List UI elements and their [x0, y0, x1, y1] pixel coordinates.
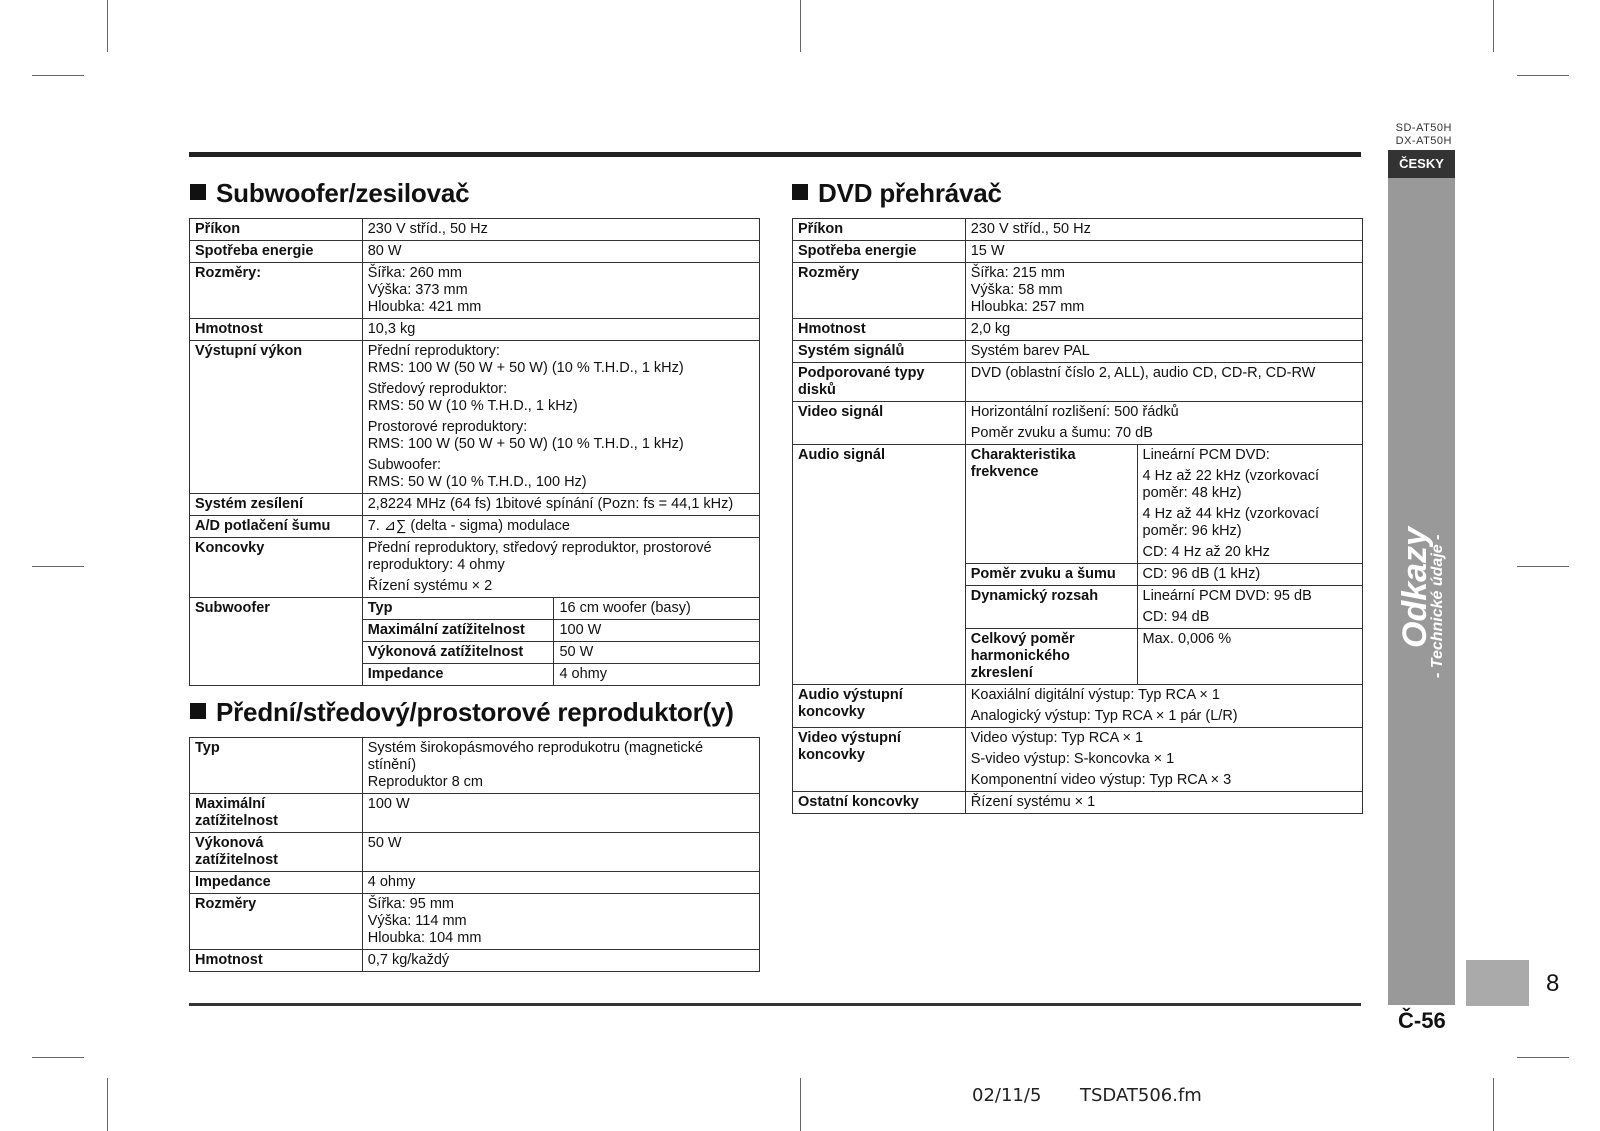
cell-text-line: Maximální zatížitelnost — [367, 622, 525, 638]
cell-text-line: Systém zesílení — [195, 496, 303, 512]
spec-value — [965, 402, 1362, 445]
crop-mark — [32, 1057, 84, 1058]
cell-text-line: Koaxiální digitální výstup: Typ RCA × 1 — [970, 687, 1220, 703]
cell-text-line: Řízení systému × 1 — [970, 794, 1096, 810]
spec-value — [1137, 564, 1362, 586]
spec-sublabel — [362, 620, 554, 642]
speakers-spec-table — [189, 737, 760, 972]
cell-text-line: 2,0 kg — [970, 321, 1011, 337]
spec-sublabel — [362, 642, 554, 664]
cell-text-line: Video signál — [798, 404, 884, 420]
cell-text-line: Přední reproduktory: — [367, 343, 500, 359]
spec-value — [965, 241, 1362, 263]
cell-text-line: 0,7 kg/každý — [367, 952, 450, 968]
spec-sublabel — [965, 445, 1137, 564]
spec-label — [793, 241, 966, 263]
sidebar-title: Odkazy — [1396, 527, 1434, 648]
cell-text-line: CD: 4 Hz až 20 kHz — [1142, 544, 1270, 560]
cell-text-line: Řízení systému × 2 — [367, 578, 493, 594]
table-row — [793, 728, 1363, 792]
table-row — [190, 516, 760, 538]
cell-text-line: reproduktory: 4 ohmy — [367, 557, 505, 573]
model-number: SD-AT50H — [1395, 122, 1452, 134]
cell-text-line: frekvence — [970, 464, 1039, 480]
cell-text-line: S-video výstup: S-koncovka × 1 — [970, 751, 1175, 767]
spec-label — [190, 833, 363, 872]
spec-value — [362, 894, 759, 950]
spec-value — [965, 219, 1362, 241]
cell-text-line: Analogický výstup: Typ RCA × 1 pár (L/R) — [970, 708, 1238, 724]
table-row — [190, 833, 760, 872]
cell-text-line: Rozměry: — [195, 265, 262, 281]
cell-text-line: Reproduktor 8 cm — [367, 774, 484, 790]
crop-mark — [800, 1078, 801, 1131]
spec-label — [793, 445, 966, 685]
cell-text-line: 80 W — [367, 243, 402, 259]
heading-text: Přední/středový/prostorové reproduktor(y) — [216, 697, 734, 727]
table-row — [793, 341, 1363, 363]
table-row — [793, 445, 1363, 564]
table-row — [793, 319, 1363, 341]
spec-value — [1137, 445, 1362, 564]
crop-mark — [1517, 566, 1569, 567]
spec-value — [362, 872, 759, 894]
cell-text-line: Max. 0,006 % — [1142, 631, 1232, 647]
spec-value — [965, 319, 1362, 341]
spec-label — [793, 728, 966, 792]
subwoofer-spec-table — [189, 218, 760, 686]
table-row — [793, 792, 1363, 814]
spec-value — [362, 341, 759, 494]
footer-date: 02/11/5 — [972, 1085, 1042, 1106]
spec-value — [965, 341, 1362, 363]
spec-value — [965, 792, 1362, 814]
crop-mark — [107, 0, 108, 52]
cell-text-line: Systém barev PAL — [970, 343, 1090, 359]
cell-text-line: 50 W — [559, 644, 594, 660]
cell-text-line: 4 Hz až 44 kHz (vzorkovací — [1142, 506, 1319, 522]
cell-text-line: Dynamický rozsah — [970, 588, 1099, 604]
cell-text-line: Subwoofer — [195, 600, 270, 616]
cell-text-line: RMS: 100 W (50 W + 50 W) (10 % T.H.D., 1 kHz) — [367, 360, 684, 376]
table-row — [793, 685, 1363, 728]
crop-mark — [32, 566, 84, 567]
cell-text-line: Rozměry — [195, 896, 257, 912]
bullet-square-icon — [792, 184, 808, 200]
spec-label — [793, 341, 966, 363]
cell-text-line: Výška: 58 mm — [970, 282, 1063, 298]
cell-text-line: 4 Hz až 22 kHz (vzorkovací — [1142, 468, 1319, 484]
cell-text-line: Koncovky — [195, 540, 265, 556]
spec-value — [362, 950, 759, 972]
cell-text-line: Podporované typy — [798, 365, 925, 381]
cell-text-line: koncovky — [798, 704, 865, 720]
cell-text-line: Šířka: 260 mm — [367, 265, 463, 281]
cell-text-line: RMS: 50 W (10 % T.H.D., 1 kHz) — [367, 398, 578, 414]
cell-text-line: 230 V stříd., 50 Hz — [367, 221, 488, 237]
spec-sublabel — [362, 598, 554, 620]
heading-text: DVD přehrávač — [818, 178, 1002, 208]
cell-text-line: Přední reproduktory, středový reproduktor, prostorové — [367, 540, 712, 556]
table-row — [190, 241, 760, 263]
cell-text-line: Středový reproduktor: — [367, 381, 508, 397]
cell-text-line: stínění) — [367, 757, 417, 773]
chapter-number: 8 — [1546, 970, 1560, 997]
table-row — [793, 219, 1363, 241]
top-rule — [189, 152, 1361, 157]
sidebar-subtitle: - Technické údaje - — [1429, 534, 1446, 678]
spec-label — [190, 319, 363, 341]
cell-text-line: Maximální — [195, 796, 266, 812]
cell-text-line: DVD (oblastní číslo 2, ALL), audio CD, CD-R, CD-RW — [970, 365, 1316, 381]
cell-text-line: Ostatní koncovky — [798, 794, 919, 810]
cell-text-line: Šířka: 95 mm — [367, 896, 454, 912]
table-row — [793, 263, 1363, 319]
spec-label — [793, 363, 966, 402]
spec-sublabel — [965, 586, 1137, 629]
cell-text-line: Příkon — [195, 221, 241, 237]
cell-text-line: Hmotnost — [195, 952, 263, 968]
language-label: ČESKY — [1388, 150, 1455, 178]
spec-label — [793, 685, 966, 728]
cell-text-line: Komponentní video výstup: Typ RCA × 3 — [970, 772, 1232, 788]
spec-value — [1137, 586, 1362, 629]
spec-value — [362, 538, 759, 598]
spec-label — [190, 872, 363, 894]
cell-text-line: 100 W — [559, 622, 602, 638]
cell-text-line: 50 W — [367, 835, 402, 851]
cell-text-line: A/D potlačení šumu — [195, 518, 331, 534]
crop-mark — [107, 1078, 108, 1131]
cell-text-line: Celkový poměr — [970, 631, 1075, 647]
cell-text-line: Šířka: 215 mm — [970, 265, 1066, 281]
cell-text-line: Lineární PCM DVD: — [1142, 447, 1270, 463]
cell-text-line: Video výstupní — [798, 730, 901, 746]
cell-text-line: zatížitelnost — [195, 852, 278, 868]
crop-mark — [1517, 75, 1569, 76]
spec-label — [793, 219, 966, 241]
table-row — [190, 538, 760, 598]
spec-value — [362, 738, 759, 794]
spec-label — [793, 402, 966, 445]
spec-value — [965, 728, 1362, 792]
cell-text-line: Poměr zvuku a šumu — [970, 566, 1116, 582]
cell-text-line: Horizontální rozlišení: 500 řádků — [970, 404, 1179, 420]
spec-label — [190, 598, 363, 686]
dvd-spec-table — [792, 218, 1363, 814]
spec-value — [362, 263, 759, 319]
spec-value — [362, 241, 759, 263]
cell-text-line: Typ — [195, 740, 220, 756]
table-row — [190, 319, 760, 341]
spec-value — [965, 363, 1362, 402]
crop-mark — [32, 75, 84, 76]
cell-text-line: Hloubka: 421 mm — [367, 299, 482, 315]
crop-mark — [1493, 0, 1494, 52]
cell-text-line: Rozměry — [798, 265, 860, 281]
spec-value — [965, 685, 1362, 728]
spec-value — [362, 494, 759, 516]
cell-text-line: 15 W — [970, 243, 1005, 259]
crop-mark — [1517, 1057, 1569, 1058]
cell-text-line: 16 cm woofer (basy) — [559, 600, 691, 616]
cell-text-line: Výstupní výkon — [195, 343, 303, 359]
heading-text: Subwoofer/zesilovač — [216, 178, 470, 208]
cell-text-line: disků — [798, 382, 836, 398]
cell-text-line: CD: 96 dB (1 kHz) — [1142, 566, 1261, 582]
table-row — [190, 263, 760, 319]
spec-value — [554, 620, 760, 642]
spec-label — [793, 792, 966, 814]
spec-value — [362, 833, 759, 872]
spec-sublabel — [965, 629, 1137, 685]
cell-text-line: Typ — [367, 600, 393, 616]
cell-text-line: 7. ⊿∑ (delta - sigma) modulace — [367, 518, 570, 534]
spec-label — [190, 219, 363, 241]
chapter-tab — [1466, 960, 1529, 1006]
cell-text-line: 2,8224 MHz (64 fs) 1bitové spínání (Pozn: fs = 44,1 kHz) — [367, 496, 734, 512]
cell-text-line: Výkonová — [195, 835, 264, 851]
spec-label — [190, 950, 363, 972]
cell-text-line: Systém širokopásmového reprodukotru (magnetické — [367, 740, 704, 756]
bullet-square-icon — [190, 703, 206, 719]
spec-value — [1137, 629, 1362, 685]
spec-value — [362, 319, 759, 341]
section-heading — [792, 178, 1002, 209]
spec-label — [190, 516, 363, 538]
cell-text-line: Hloubka: 257 mm — [970, 299, 1085, 315]
cell-text-line: Audio signál — [798, 447, 885, 463]
section-heading — [190, 178, 469, 209]
spec-label — [190, 894, 363, 950]
table-row — [793, 241, 1363, 263]
spec-value — [554, 598, 760, 620]
cell-text-line: Systém signálů — [798, 343, 905, 359]
cell-text-line: Charakteristika — [970, 447, 1076, 463]
cell-text-line: Spotřeba energie — [195, 243, 314, 259]
cell-text-line: Video výstup: Typ RCA × 1 — [970, 730, 1144, 746]
spec-label — [190, 538, 363, 598]
cell-text-line: 10,3 kg — [367, 321, 416, 337]
table-row — [190, 950, 760, 972]
spec-sublabel — [965, 564, 1137, 586]
cell-text-line: Poměr zvuku a šumu: 70 dB — [970, 425, 1153, 441]
cell-text-line: Lineární PCM DVD: 95 dB — [1142, 588, 1312, 604]
spec-value — [362, 794, 759, 833]
spec-value — [554, 642, 760, 664]
cell-text-line: Impedance — [195, 874, 271, 890]
cell-text-line: Hloubka: 104 mm — [367, 930, 482, 946]
cell-text-line: Výkonová zatížitelnost — [367, 644, 524, 660]
cell-text-line: Výška: 114 mm — [367, 913, 467, 929]
table-row — [190, 794, 760, 833]
cell-text-line: Hmotnost — [195, 321, 263, 337]
section-sidebar — [1388, 178, 1455, 1005]
table-row — [190, 219, 760, 241]
spec-value — [554, 664, 760, 686]
spec-label — [190, 263, 363, 319]
spec-label — [793, 263, 966, 319]
table-row — [190, 894, 760, 950]
model-number: DX-AT50H — [1395, 135, 1452, 147]
cell-text-line: 230 V stříd., 50 Hz — [970, 221, 1091, 237]
cell-text-line: Příkon — [798, 221, 844, 237]
cell-text-line: Spotřeba energie — [798, 243, 917, 259]
spec-label — [190, 241, 363, 263]
cell-text-line: CD: 94 dB — [1142, 609, 1210, 625]
table-row — [190, 738, 760, 794]
table-row — [190, 872, 760, 894]
cell-text-line: zkreslení — [970, 665, 1033, 681]
spec-label — [190, 494, 363, 516]
cell-text-line: poměr: 96 kHz) — [1142, 523, 1242, 539]
cell-text-line: Impedance — [367, 666, 444, 682]
spec-value — [362, 219, 759, 241]
cell-text-line: Výška: 373 mm — [367, 282, 468, 298]
bullet-square-icon — [190, 184, 206, 200]
table-row — [190, 598, 760, 620]
footer-filename: TSDAT506.fm — [1080, 1085, 1202, 1106]
spec-label — [190, 738, 363, 794]
section-heading — [190, 697, 734, 728]
spec-label — [793, 319, 966, 341]
cell-text-line: poměr: 48 kHz) — [1142, 485, 1242, 501]
bottom-rule — [189, 1003, 1361, 1006]
cell-text-line: zatížitelnost — [195, 813, 278, 829]
table-row — [793, 363, 1363, 402]
crop-mark — [1493, 1078, 1494, 1131]
cell-text-line: RMS: 100 W (50 W + 50 W) (10 % T.H.D., 1 kHz) — [367, 436, 684, 452]
spec-sublabel — [362, 664, 554, 686]
spec-value — [362, 516, 759, 538]
cell-text-line: koncovky — [798, 747, 865, 763]
cell-text-line: 100 W — [367, 796, 410, 812]
spec-label — [190, 341, 363, 494]
cell-text-line: Prostorové reproduktory: — [367, 419, 528, 435]
cell-text-line: RMS: 50 W (10 % T.H.D., 100 Hz) — [367, 474, 587, 490]
spec-label — [190, 794, 363, 833]
cell-text-line: 4 ohmy — [367, 874, 416, 890]
spec-value — [965, 263, 1362, 319]
cell-text-line: Hmotnost — [798, 321, 866, 337]
cell-text-line: Audio výstupní — [798, 687, 903, 703]
crop-mark — [800, 0, 801, 52]
table-row — [190, 341, 760, 494]
cell-text-line: Subwoofer: — [367, 457, 442, 473]
table-row — [190, 494, 760, 516]
cell-text-line: 4 ohmy — [559, 666, 607, 682]
table-row — [793, 402, 1363, 445]
page-number: Č-56 — [1398, 1008, 1446, 1033]
cell-text-line: harmonického — [970, 648, 1070, 664]
